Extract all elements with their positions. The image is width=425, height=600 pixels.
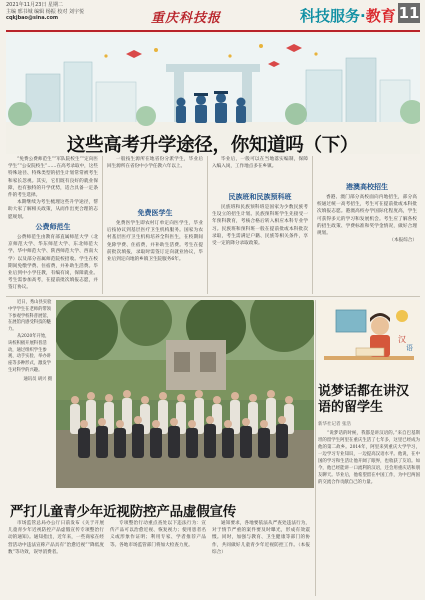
- column3-intro: 毕业后，一般可以在当地落实编制，保障入编入岗，工作地点多在乡镇。: [212, 157, 308, 170]
- column1-body-block: [8, 234, 98, 292]
- editor-line: 主编 邢书城 编辑 杨振 校对 刘宇悦: [6, 8, 84, 15]
- column-divider: [315, 300, 316, 596]
- page-number: 11: [398, 4, 420, 22]
- subhead-ethnic-class: 民族班和民族预科班: [228, 193, 292, 201]
- email: cqkjbao@sina.com: [6, 15, 59, 21]
- column3-body-block: [212, 204, 308, 247]
- section-emphasis: 教育: [365, 7, 396, 25]
- bottom-col1-text: 市场监管总局办公厅日前发布《关于开展儿童青少年近视防控产品虚假宣传专项整治行动的通知》。通知指出，近年来，一些商家在经营活动中违法宣称产品具有“治愈近视”“降低度数”等功效，误导消费者。: [8, 521, 104, 555]
- section-divider: [6, 296, 420, 297]
- bottom-col2-text: 专项整治行动重点查处以下违法行为：宣传产品可以治愈近视、恢复视力；使用患者名义或形象作证明；利用专家、学者推荐产品等。各地市场监管部门将加大检查力度。: [110, 521, 206, 548]
- news-photo: [56, 300, 314, 488]
- column4-end: （本报综合）: [389, 238, 417, 244]
- section-title: [300, 5, 396, 26]
- subhead-hk-macau: 港澳高校招生: [346, 183, 388, 191]
- column1-intro2: 本期继续为考生梳理这些升学途径，帮助大家了解相关政策，从而作出更合理的志愿规划。: [8, 200, 98, 220]
- photo-caption-text2: 从2020年开始，该校积极开展科普活动，通过组织学生参观、动手实验、举办讲座等多种形式，激发学生对科学的兴趣。: [8, 333, 51, 373]
- bottom-column-3: [212, 520, 310, 596]
- column2-body-block: [107, 220, 203, 263]
- bottom-col3-text: 通知要求，各地要依法从严查处违法行为，对于情节严重的案件要及时曝光，形成有效震慑。同时，加强与教育、卫生健康等部门的协作，共同做好儿童青少年近视防控工作。（本报综合）: [212, 521, 310, 555]
- subhead-public-teachers: 公费师范生: [35, 223, 71, 231]
- column3-body: 民族班和民族预科班是国家为少数民族考生设立的招生计划。民族预科班学生先接受一年预科教育，考核合格后转入相应本科专业学习。民族班和预科班一般在提前批或本科批次录取，考生需满足户籍、民族等相关条件，享受一定的降分录取政策。: [212, 205, 308, 247]
- date-line: 2021年11月23日 星期二: [6, 2, 64, 8]
- column1-intro: “免费公费师范生”“军队院校生”“定向医学生”“公安院校生”……在高考录取中，这些特殊途径、特殊类型的招生计划常常被考生和家长忽视。其实，它们既有良好的就业保障，也有独特的升学优势，适合具备一定条件的考生选择。: [8, 157, 98, 199]
- article-column-3: [212, 156, 308, 170]
- student-illustration: [318, 300, 420, 380]
- feature-body: “说梦话的时候，我都是讲汉语的。”来自巴基斯坦的留学生阿里在重庆生活了七年多，这里已经成为他的第二故乡。2014年，阿里来到重庆大学学习，一边学习专业知识，一边提高汉语水平。他说，在中国的学习和生活让他开阔了眼界，也收获了友谊。如今，他已经能讲一口流利的汉语，还会用重庆话和朋友聊天。毕业后，他希望留在中国工作，为中巴两国的交流合作贡献自己的力量。: [318, 431, 420, 485]
- column4-body: 香港、澳门部分高校面向内地招生，部分高校通过统一高考招生，考生可在提前批或本科批次填报志愿。港澳高校办学国际化程度高，学生可获得多元的学习和发展机会。考生应了解各校的招生政策、学费标准和奖学金情况，做好合理规划。: [317, 195, 417, 237]
- photo-credit: 通讯员 胡兴 摄: [23, 376, 52, 382]
- newspaper-logo: 重庆科技报: [151, 11, 222, 26]
- feature-illustration: [318, 300, 420, 380]
- bottom-column-2: [110, 520, 206, 596]
- masthead-rule: [6, 30, 420, 32]
- feature-body-block: [318, 430, 420, 595]
- group-photo-image: [56, 300, 314, 488]
- column1-body: 公费师范生由教育部直属师范大学（北京师范大学、华东师范大学、东北师范大学、华中师范大学、陕西师范大学、西南大学）以及部分省属师范院校招收。学生在校期间免缴学费、住宿费，并补助生活费。毕业后到中小学任教，有编有岗，保障就业。考生需参加高考，在提前批次填报志愿，并签订协议。: [8, 235, 98, 291]
- column2-body: 免费医学生即农村订单定向医学生，毕业后按协议到基层医疗卫生机构服务。国家为农村基层医疗卫生机构培养全科医生，在校期间免除学费、住宿费，并补助生活费。考生在提前批次填报，录取时需签订定向就业协议，毕业后到定向地的乡镇卫生院服务6年。: [107, 221, 203, 263]
- feature-byline: 新华社记者 张浩: [318, 422, 351, 427]
- section-label: 科技服务·: [300, 7, 366, 25]
- bottom-column-1: [8, 520, 104, 596]
- article-column-2: [107, 156, 203, 170]
- svg-text:汉: 汉: [398, 335, 406, 344]
- subhead-free-medical: 免费医学生: [137, 209, 173, 217]
- column-divider: [207, 156, 208, 294]
- photo-caption-text1: 近日，秀山县实验中学学生在老师的带领下参观学校科普展馆，在展馆内感受科技的魅力。: [8, 300, 52, 333]
- article-column-1: [8, 156, 98, 221]
- photo-caption: [8, 300, 52, 384]
- column2-intro: 一般按生源所在地省份分派学生，毕业后回生源所在省份中小学任教六年以上。: [107, 157, 203, 170]
- column-divider: [312, 156, 313, 294]
- main-headline: 这些高考升学途径，你知道吗（下）: [66, 135, 359, 156]
- column-divider: [102, 156, 103, 294]
- masthead-meta: [6, 2, 84, 22]
- article-column-4: [317, 194, 417, 244]
- bottom-headline: 严打儿童青少年近视防控产品虚假宣传: [10, 504, 237, 520]
- svg-text:语: 语: [406, 344, 413, 352]
- feature-headline: 说梦话都在讲汉语的留学生: [318, 384, 410, 415]
